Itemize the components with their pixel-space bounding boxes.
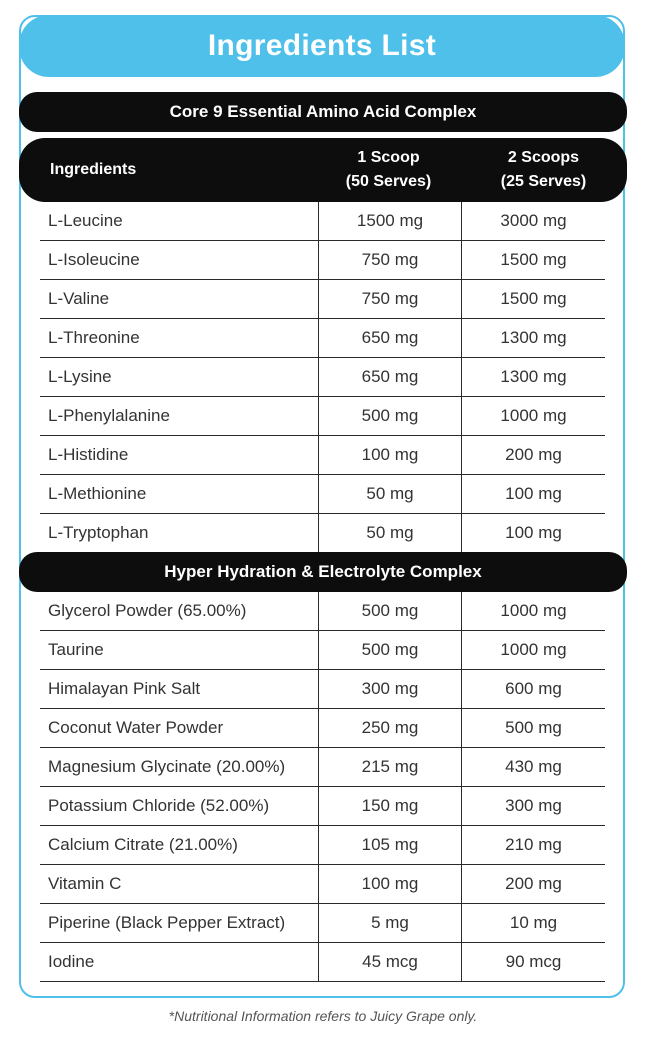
amount-one-scoop: 100 mg (318, 865, 461, 903)
amount-two-scoops: 1300 mg (461, 319, 605, 357)
amount-one-scoop: 1500 mg (318, 202, 461, 240)
header-two-scoops-label: 2 Scoops (507, 149, 580, 166)
ingredient-name: L-Threonine (48, 328, 140, 347)
table-row (40, 436, 605, 475)
amount-two-scoops: 100 mg (461, 514, 605, 552)
table-row (40, 904, 605, 943)
table-row (40, 319, 605, 358)
header-two-scoops (460, 138, 627, 202)
table-row (40, 826, 605, 865)
ingredient-name: L-Isoleucine (48, 250, 140, 269)
amount-one-scoop: 150 mg (318, 787, 461, 825)
amount-one-scoop: 45 mcg (318, 943, 461, 981)
amount-one-scoop: 5 mg (318, 904, 461, 942)
amount-one-scoop: 105 mg (318, 826, 461, 864)
amount-two-scoops: 1000 mg (461, 631, 605, 669)
amount-one-scoop: 50 mg (318, 475, 461, 513)
ingredient-name: L-Lysine (48, 367, 112, 386)
amount-two-scoops: 1500 mg (461, 241, 605, 279)
hydration-rows (40, 592, 605, 982)
amount-one-scoop: 500 mg (318, 631, 461, 669)
footnote: *Nutritional Information refers to Juicy Grape only. (168, 1008, 478, 1024)
amount-one-scoop: 300 mg (318, 670, 461, 708)
page-title: Ingredients List (207, 29, 437, 62)
ingredient-name: Iodine (48, 952, 95, 971)
section-bar-hydration (19, 552, 627, 592)
ingredient-name: L-Valine (48, 289, 110, 308)
amount-two-scoops: 90 mcg (461, 943, 605, 981)
amount-one-scoop: 100 mg (318, 436, 461, 474)
amount-one-scoop: 650 mg (318, 319, 461, 357)
ingredient-name: Glycerol Powder (65.00%) (48, 601, 247, 620)
amount-one-scoop: 500 mg (318, 592, 461, 630)
amount-two-scoops: 10 mg (461, 904, 605, 942)
header-ingredients: Ingredients (50, 161, 137, 178)
table-header (19, 138, 627, 202)
amount-two-scoops: 1000 mg (461, 592, 605, 630)
table-row (40, 358, 605, 397)
table-row (40, 631, 605, 670)
title-banner (19, 15, 625, 77)
ingredient-name: Magnesium Glycinate (20.00%) (48, 757, 286, 776)
amount-one-scoop: 750 mg (318, 241, 461, 279)
amount-one-scoop: 650 mg (318, 358, 461, 396)
amount-two-scoops: 500 mg (461, 709, 605, 747)
table-row (40, 865, 605, 904)
amount-one-scoop: 50 mg (318, 514, 461, 552)
amount-two-scoops: 300 mg (461, 787, 605, 825)
ingredient-name: L-Tryptophan (48, 523, 149, 542)
amount-two-scoops: 3000 mg (461, 202, 605, 240)
amount-one-scoop: 250 mg (318, 709, 461, 747)
ingredient-name: Vitamin C (48, 874, 122, 893)
table-row (40, 202, 605, 241)
ingredient-name: Taurine (48, 640, 104, 659)
table-row (40, 397, 605, 436)
table-row (40, 475, 605, 514)
amount-two-scoops: 210 mg (461, 826, 605, 864)
table-row (40, 241, 605, 280)
amount-two-scoops: 1500 mg (461, 280, 605, 318)
header-one-scoop (317, 138, 460, 202)
amount-one-scoop: 500 mg (318, 397, 461, 435)
ingredient-name: L-Methionine (48, 484, 147, 503)
ingredient-name: L-Histidine (48, 445, 129, 464)
amount-two-scoops: 600 mg (461, 670, 605, 708)
table-row (40, 280, 605, 319)
section-title-amino: Core 9 Essential Amino Acid Complex (169, 102, 477, 121)
header-one-scoop-label: 1 Scoop (357, 149, 420, 166)
table-row (40, 709, 605, 748)
amount-two-scoops: 100 mg (461, 475, 605, 513)
table-row (40, 748, 605, 787)
ingredient-name: Potassium Chloride (52.00%) (48, 796, 270, 815)
amount-two-scoops: 1000 mg (461, 397, 605, 435)
amount-two-scoops: 430 mg (461, 748, 605, 786)
ingredient-name: Piperine (Black Pepper Extract) (48, 913, 286, 932)
table-row (40, 787, 605, 826)
table-row (40, 670, 605, 709)
amount-one-scoop: 215 mg (318, 748, 461, 786)
table-row (40, 514, 605, 553)
amount-two-scoops: 200 mg (461, 865, 605, 903)
header-two-scoops-serves: (25 Serves) (500, 173, 587, 190)
section-title-hydration: Hyper Hydration & Electrolyte Complex (164, 562, 482, 581)
amount-two-scoops: 200 mg (461, 436, 605, 474)
ingredient-name: Calcium Citrate (21.00%) (48, 835, 238, 854)
header-one-scoop-serves: (50 Serves) (345, 173, 432, 190)
amino-rows (40, 202, 605, 553)
table-row (40, 943, 605, 982)
ingredient-name: L-Phenylalanine (48, 406, 170, 425)
table-row (40, 592, 605, 631)
ingredient-name: Himalayan Pink Salt (48, 679, 201, 698)
ingredient-name: L-Leucine (48, 211, 123, 230)
ingredient-name: Coconut Water Powder (48, 718, 224, 737)
section-bar-amino (19, 92, 627, 132)
amount-two-scoops: 1300 mg (461, 358, 605, 396)
amount-one-scoop: 750 mg (318, 280, 461, 318)
